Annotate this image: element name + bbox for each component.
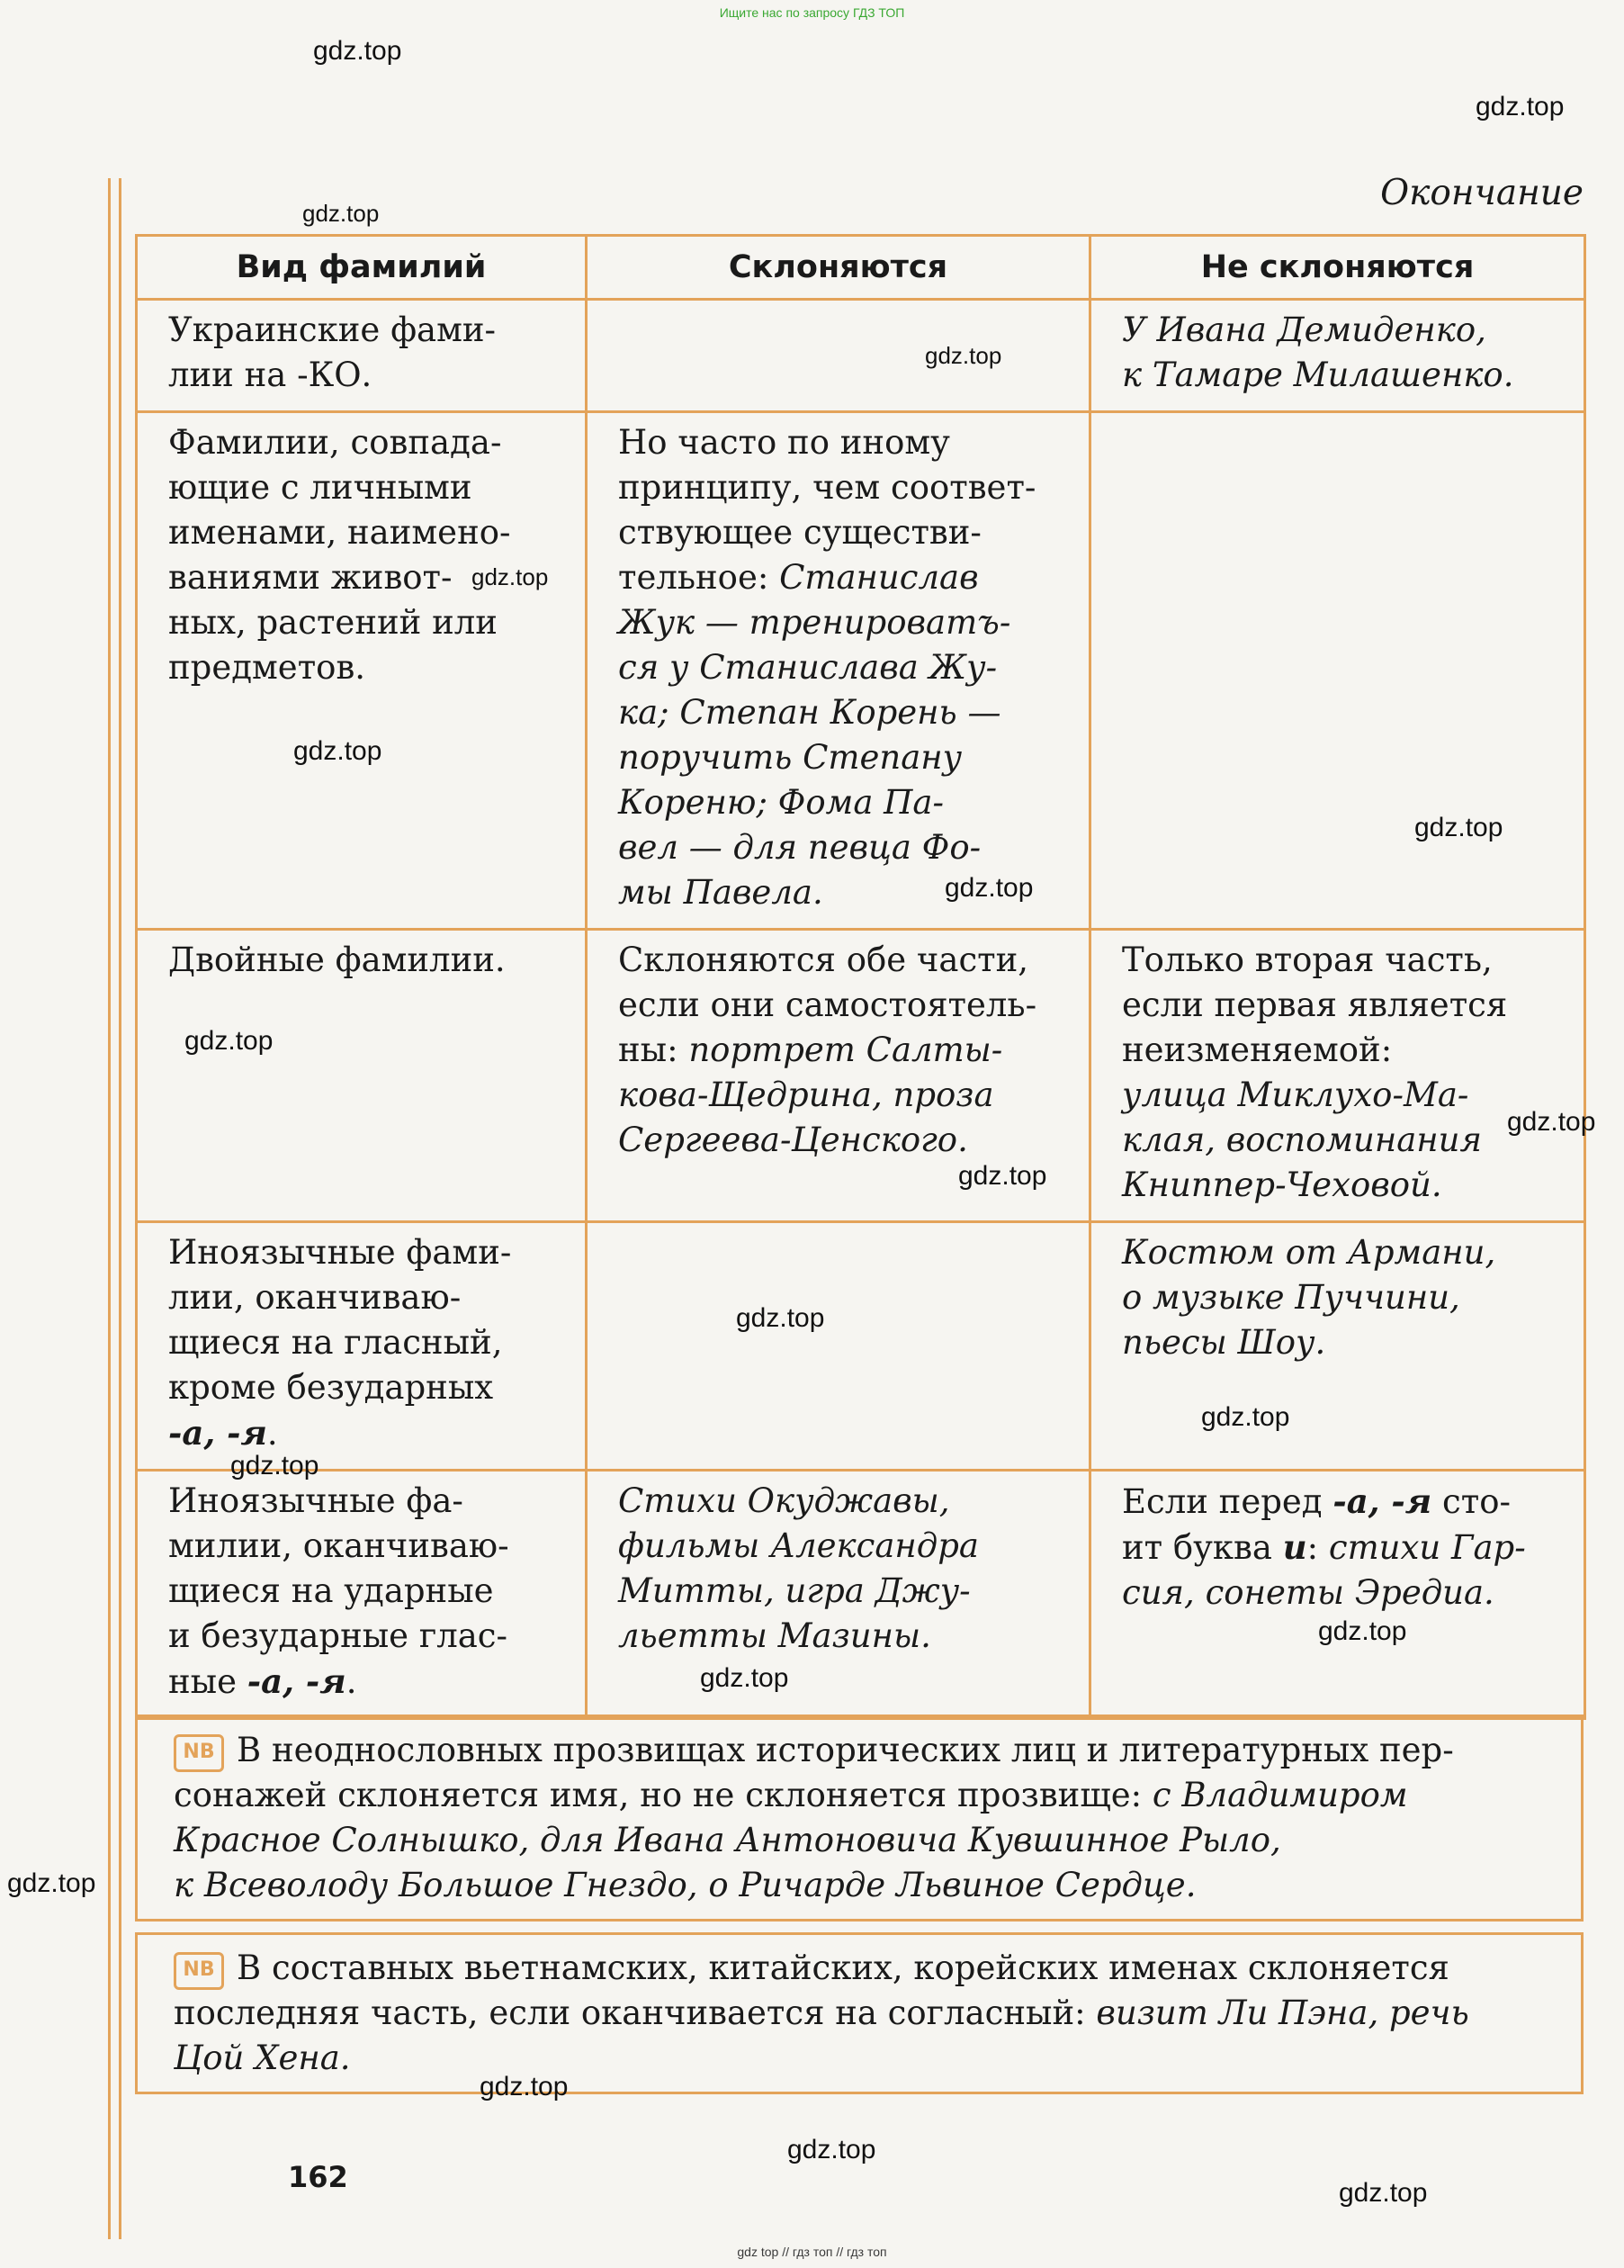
surname-type-cell: Иноязычные фа- милии, оканчиваю- щиеся на ударные и безударные глас- ные -а, -я. <box>137 1471 587 1719</box>
rule-text: Иноязычные фами- лии, оканчиваю- щиеся на гласный, кроме безударных <box>168 1233 512 1407</box>
watermark: gdz.top <box>480 2072 569 2102</box>
watermark: gdz.top <box>230 1451 319 1480</box>
watermark: gdz.top <box>945 873 1034 903</box>
watermark: gdz.top <box>736 1303 825 1333</box>
note-examples: визит Ли Пэна, речь Цой Хена. <box>174 1994 1469 2077</box>
top-banner: Ищите нас по запросу ГДЗ ТОП <box>719 5 905 20</box>
watermark: gdz.top <box>925 342 1002 369</box>
surname-type-cell: Иноязычные фами- лии, оканчиваю- щиеся на гласный, кроме безударных -а, -я. <box>137 1222 587 1471</box>
surname-type-cell: Двойные фамилии. <box>137 930 587 1222</box>
table-row <box>137 1222 1585 1471</box>
column-header: Вид фамилий <box>137 236 587 300</box>
not-declined-cell <box>1090 412 1585 930</box>
table-row <box>137 300 1585 412</box>
watermark: gdz.top <box>1414 813 1503 842</box>
rule-text: : <box>1306 1528 1329 1567</box>
watermark: gdz.top <box>958 1161 1047 1191</box>
table-row <box>137 930 1585 1222</box>
examples-text: портрет Салты- кова-Щедрина, проза Сергеева-Ценского. <box>618 1030 1003 1159</box>
endings-text: -а, -я <box>1332 1481 1432 1521</box>
examples-text: Станислав Жук — тренироватъ- ся у Станислава Жу- ка; Степан Корень — поручить Степану Кореню; Фома Па- вел — для певца Фо- мы Павела. <box>618 558 1011 912</box>
not-declined-cell: Костюм от Армани, о музыке Пуччини, пьесы Шоу. <box>1090 1222 1585 1471</box>
nb-note <box>135 1932 1584 2094</box>
nb-icon: NB <box>174 1734 224 1772</box>
declined-cell <box>587 1222 1090 1471</box>
declined-cell <box>587 412 1090 930</box>
margin-line <box>108 178 111 2239</box>
rule-text: Иноязычные фа- милии, оканчиваю- щиеся на ударные и безударные глас- ные <box>168 1481 509 1701</box>
watermark: gdz.top <box>1201 1402 1290 1432</box>
page-number: 162 <box>288 2160 348 2194</box>
table-header-row <box>137 236 1585 300</box>
letter-text: и <box>1282 1527 1307 1567</box>
examples-text: стихи Гар- сия, сонеты Эредиа. <box>1122 1528 1526 1612</box>
watermark: gdz.top <box>700 1663 789 1693</box>
surname-type-cell: Украинские фами- лии на -КО. <box>137 300 587 412</box>
endings-text: -а, -я <box>168 1413 267 1453</box>
nb-icon: NB <box>174 1952 224 1990</box>
declined-cell: Стихи Окуджавы, фильмы Александра Митты, игра Джу- льетты Мазины. <box>587 1471 1090 1719</box>
watermark: gdz.top <box>1318 1616 1407 1646</box>
nb-note <box>135 1714 1584 1922</box>
note-text: В составных вьетнамских, китайских, корейских именах склоняется последняя часть, если оканчивается на согласный: <box>174 1948 1449 2032</box>
watermark: gdz.top <box>302 200 380 227</box>
not-declined-cell <box>1090 1471 1585 1719</box>
watermark: gdz.top <box>471 563 549 590</box>
not-declined-cell <box>1090 930 1585 1222</box>
declined-cell <box>587 300 1090 412</box>
rule-text: Но часто по иному принципу, чем соответ- ствующее существи- тельное: <box>618 423 1036 597</box>
table-row <box>137 412 1585 930</box>
table-row <box>137 1471 1585 1719</box>
watermark: gdz.top <box>293 736 382 766</box>
margin-line <box>119 178 121 2239</box>
note-examples: с Владимиром Красное Солнышко, для Ивана Антоновича Кувшинное Рыло, к Всеволоду Большое Гнездо, о Ричарде Львиное Сердце. <box>174 1776 1408 1904</box>
column-header: Не склоняются <box>1090 236 1585 300</box>
not-declined-cell: У Ивана Демиденко, к Тамаре Милашенко. <box>1090 300 1585 412</box>
watermark: gdz.top <box>1339 2178 1428 2208</box>
watermark: gdz.top <box>1476 92 1565 122</box>
ending-label: Окончание <box>1380 173 1584 213</box>
surname-declension-table <box>135 234 1586 1720</box>
rule-text: сто- ит буква <box>1122 1482 1511 1567</box>
surname-type-cell: Фамилии, совпада- ющие с личными именами, наимено- ваниями живот- ных, растений или предметов. <box>137 412 587 930</box>
rule-text: Только вторая часть, если первая является неизменяемой: <box>1122 940 1508 1069</box>
column-header: Склоняются <box>587 236 1090 300</box>
watermark: gdz.top <box>787 2135 876 2164</box>
bottom-banner: gdz top // гдз топ // гдз топ <box>737 2245 887 2259</box>
examples-text: улица Миклухо-Ма- клая, воспоминания Книппер-Чеховой. <box>1122 1076 1483 1204</box>
note-text: В неоднословных прозвищах исторических лиц и литературных пер- сонажей склоняется имя, но не склоняется прозвище: <box>174 1731 1454 1814</box>
watermark: gdz.top <box>313 36 402 66</box>
watermark: gdz.top <box>7 1868 96 1898</box>
endings-text: -а, -я <box>247 1661 346 1701</box>
rule-text: Если перед <box>1122 1482 1333 1521</box>
watermark: gdz.top <box>1507 1107 1596 1137</box>
watermark: gdz.top <box>184 1026 274 1056</box>
rule-text: Склоняются обе части, если они самостоятель- ны: <box>618 940 1037 1069</box>
